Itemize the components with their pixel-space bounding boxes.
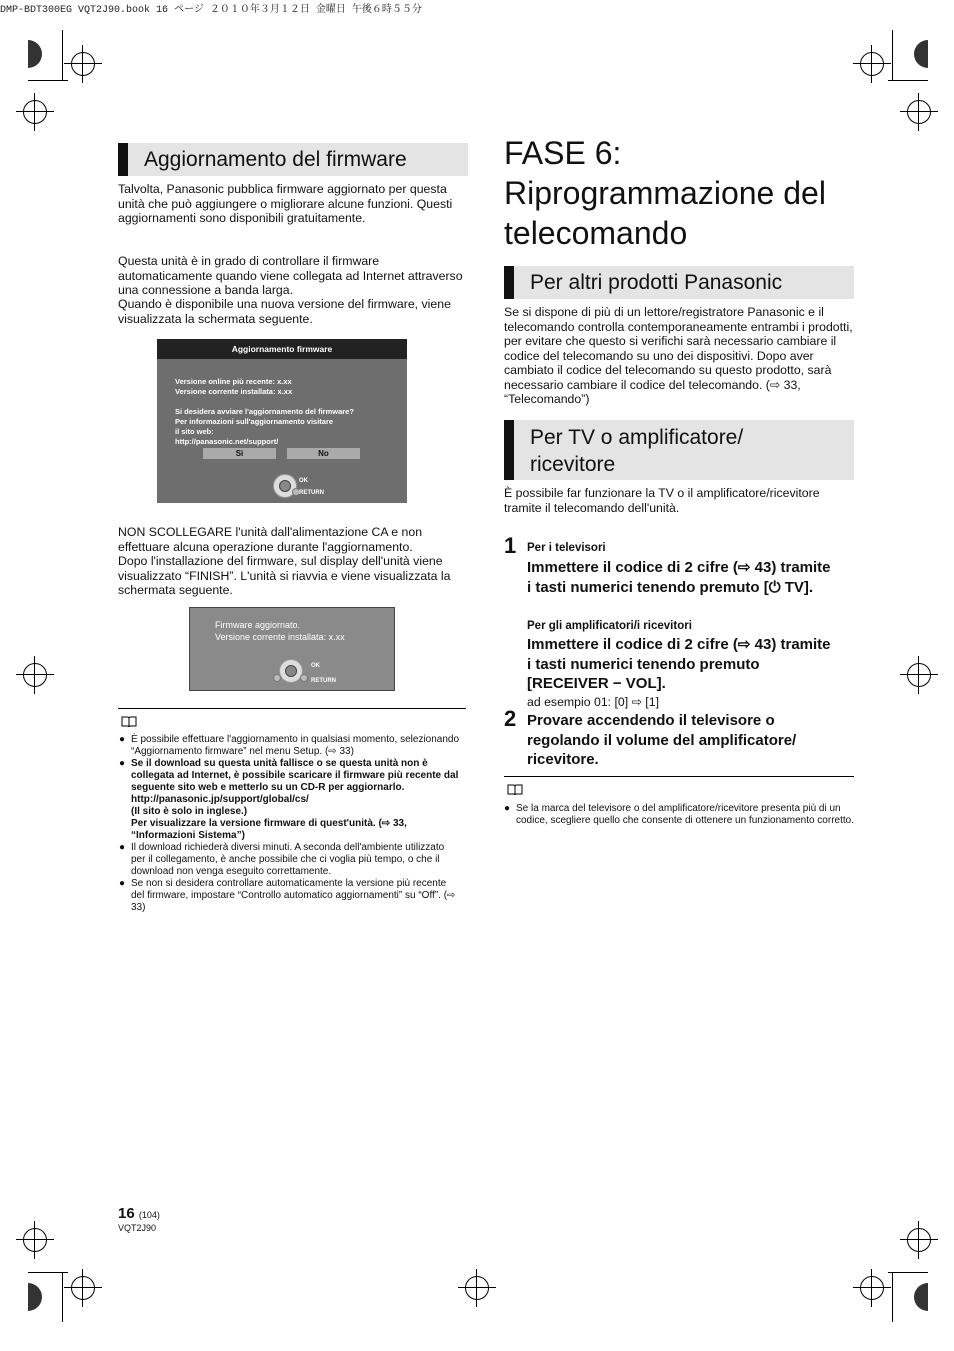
firmware-updated-screen [189,607,395,691]
step-1-sub-receiver: Per gli amplificatori/i ricevitori [527,620,692,632]
firmware-note-1: ● È possibile effettuare l'aggiornamento in qualsiasi momento, selezionando “Aggiornamento firmware” nel menu Setup. (⇨ 33) [119,734,460,757]
print-header: DMP-BDT300EG VQT2J90.book 16 ページ ２０１０年３月１２日 金曜日 午後６時５５分 [0,5,422,16]
step-1-tv-text: Immettere il codice di 2 cifre (⇨ 43) tramite i tasti numerici tenendo premuto [⏻ TV]. [527,559,831,596]
firmware-para-4: NON SCOLLEGARE l'unità dall'alimentazione CA e non effettuare alcuna operazione durante l'aggiornamento. [118,525,423,554]
firmware-section-heading: Aggiornamento del firmware [118,143,468,176]
yes-button[interactable]: Sì [203,448,276,459]
ok-hint: OK [299,478,308,484]
page-title: FASE 6: Riprogrammazione del telecomando [504,135,826,251]
screen-line: Versione corrente installata: x.xx [215,632,345,642]
page-number: 16 (104) [118,1205,160,1222]
firmware-para-2: Questa unità è in grado di controllare il firmware automaticamente quando viene collegata ad Internet attraverso una connessione a banda larga. [118,254,463,297]
step-2-number: 2 [504,706,517,731]
panasonic-para: Se si dispone di più di un lettore/registratore Panasonic e il telecomando controlla contemporaneamente entrambi i prodotti, per evitare che questo si verifichi sarà necessario cambiare il codice del telecomando su uno dei dispositivi. Dopo aver cambiato il codice del telecomando su questo prodotto, sarà necessario cambiare il codice del telecomando. (⇨ 33, “Telecomando”) [504,305,853,406]
notes-divider-right [504,776,854,777]
step-1-sub-tv: Per i televisori [527,542,606,554]
tv-section-heading: Per TV o amplificatore/ ricevitore [504,420,854,480]
screen-line: http://panasonic.net/support/ [175,437,279,446]
screen-line: Firmware aggiornato. [215,620,301,630]
return-dot-icon [273,674,281,682]
screen-line: Versione corrente installata: x.xx [175,387,293,396]
left-dot-icon [300,674,308,682]
no-button[interactable]: No [287,448,360,459]
panasonic-section-heading: Per altri prodotti Panasonic [504,266,854,299]
ok-hint: OK [311,663,320,669]
step-1-example: ad esempio 01: [0] ⇨ [1] [527,695,659,709]
screen-line: Versione online più recente: x.xx [175,377,292,386]
firmware-para-3: Quando è disponibile una nuova versione del firmware, viene visualizzata la schermata seguente. [118,297,451,326]
return-hint: RETURN [299,490,324,496]
return-hint: RETURN [311,678,336,684]
firmware-note-2: ● Se il download su questa unità fallisce o se questa unità non è collegata ad Internet, è possibile scaricare il firmware più recente dal seguente sito web e metterlo su un CD-R per aggiornarlo. http://panasonic.jp/support/global/cs/ (Il sito è solo in inglese.) Per visualizzare la versione firmware di quest'unità. (⇨ 33, “Informazioni Sistema”) [119,758,459,841]
notes-divider [118,708,466,709]
firmware-note-3: ● Il download richiederà diversi minuti. A seconda dell'ambiente utilizzato per il collegamento, è anche possibile che ci voglia più tempo, o che il download non venga eseguito correttamente. [119,842,445,877]
book-icon [121,716,137,727]
screen-line: il sito web: [175,427,214,436]
step-2-text: Provare accendendo il televisore o regolando il volume del amplificatore/ ricevitore. [527,712,797,768]
tv-note: ● Se la marca del televisore o del amplificatore/ricevitore presenta più di un codice, scegliere quello che consente di ottenere un funzionamento corretto. [504,803,854,826]
screen-title: Aggiornamento firmware [157,339,407,359]
step-1-number: 1 [504,533,517,558]
book-icon [507,784,523,795]
firmware-para-1: Talvolta, Panasonic pubblica firmware aggiornato per questa unità che può aggiungere o migliorare alcune funzioni. Questi aggiornamenti sono disponibili gratuitamente. [118,182,453,225]
step-1-receiver-text: Immettere il codice di 2 cifre (⇨ 43) tramite i tasti numerici tenendo premuto [RECEIVER − VOL]. [527,636,831,692]
tv-para: È possibile far funzionare la TV o il amplificatore/ricevitore tramite il telecomando dell'unità. [504,486,820,515]
firmware-note-4: ● Se non si desidera controllare automaticamente la versione più recente del firmware, impostare “Controllo automatico aggiornamenti” su “Off”. (⇨ 33) [119,878,456,913]
firmware-para-5: Dopo l'installazione del firmware, sul display dell'unità viene visualizzato “FINISH”. L'unità si riavvia e viene visualizzata la schermata seguente. [118,554,451,597]
doc-code: VQT2J90 [118,1223,157,1233]
screen-line: Si desidera avviare l'aggiornamento del firmware? [175,407,354,416]
firmware-update-screen [157,339,407,503]
screen-line: Per informazioni sull'aggiornamento visitare [175,417,334,426]
